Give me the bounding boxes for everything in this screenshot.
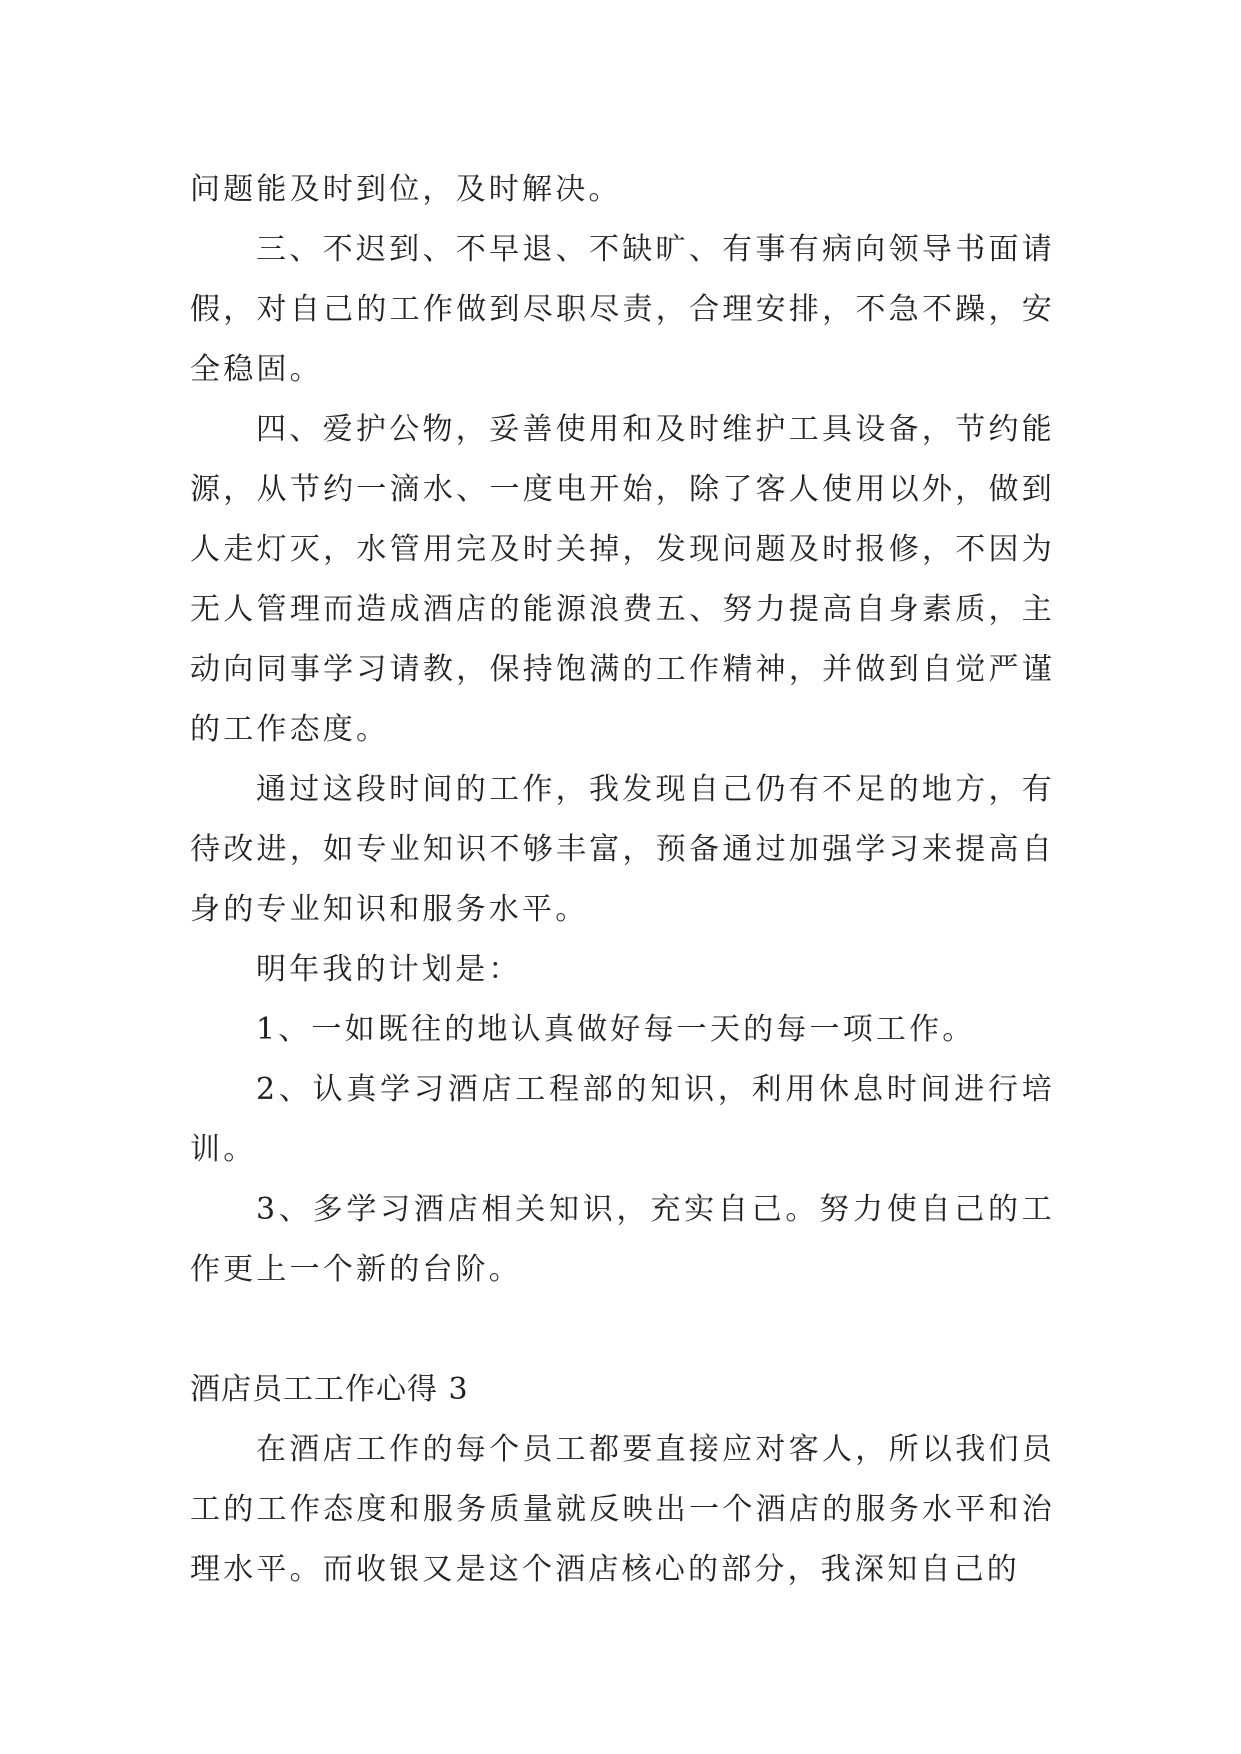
section-paragraph: 在酒店工作的每个员工都要直接应对客人，所以我们员工的工作态度和服务质量就反映出一个酒店的服务水平和治理水平。而收银又是这个酒店核心的部分，我深知自己的	[190, 1432, 1055, 1587]
paragraph-plan-3: 3、多学习酒店相关知识，充实自己。努力使自己的工作更上一个新的台阶。	[190, 1192, 1055, 1287]
paragraph-item-four-five: 四、爱护公物，妥善使用和及时维护工具设备，节约能源，从节约一滴水、一度电开始，除了客人使用以外，做到人走灯灭，水管用完及时关掉，发现问题及时报修，不因为无人管理而造成酒店的能源浪费五、努力提高自身素质，主动向同事学习请教，保持饱满的工作精神，并做到自觉严谨的工作态度。	[190, 412, 1055, 747]
paragraph-item-three: 三、不迟到、不早退、不缺旷、有事有病向领导书面请假，对自己的工作做到尽职尽责，合理安排，不急不躁，安全稳固。	[190, 232, 1055, 387]
document-body	[190, 160, 1055, 1600]
paragraph-self-assessment: 通过这段时间的工作，我发现自己仍有不足的地方，有待改进，如专业知识不够丰富，预备通过加强学习来提高自身的专业知识和服务水平。	[190, 772, 1055, 927]
section-title: 酒店员工工作心得 3	[190, 1372, 469, 1407]
paragraph-plan-2: 2、认真学习酒店工程部的知识，利用休息时间进行培训。	[190, 1072, 1055, 1167]
paragraph-plan-1: 1、一如既往的地认真做好每一天的每一项工作。	[256, 1012, 976, 1047]
paragraph-plan-intro: 明年我的计划是：	[256, 952, 522, 987]
paragraph-continuation: 问题能及时到位，及时解决。	[190, 172, 622, 207]
